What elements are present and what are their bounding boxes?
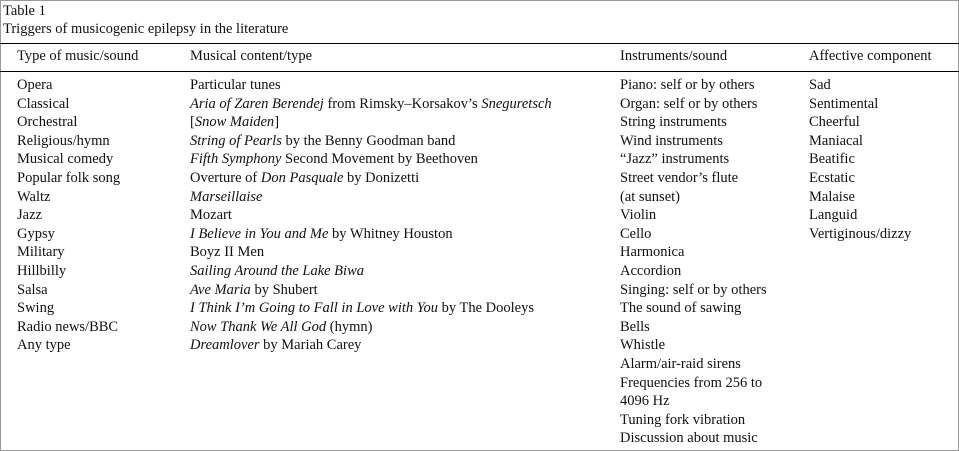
affect-cell: Beatific	[809, 151, 855, 168]
table-number: Table 1	[3, 3, 46, 19]
instrument-cell: Wind instruments	[620, 132, 723, 149]
musical-content-cell	[190, 281, 552, 300]
italic-title: Snow Maiden	[194, 114, 275, 131]
header-type: Type of music/sound	[17, 48, 139, 64]
content-text: Mozart	[190, 207, 232, 224]
instrument-cell: Harmonica	[620, 244, 685, 261]
content-text: by The Dooleys	[437, 300, 534, 317]
instrument-cell: 4096 Hz	[620, 393, 670, 410]
italic-title: I Believe in You and Me	[190, 225, 329, 242]
instrument-cell: The sound of sawing	[620, 300, 742, 317]
italic-title: Sneguretsch	[481, 95, 552, 112]
music-type-cell: Gypsy	[17, 225, 55, 242]
affect-cell: Ecstatic	[809, 169, 855, 186]
musical-content-cell	[190, 76, 552, 95]
music-type-cell: Religious/hymn	[17, 132, 110, 149]
musical-content-cell	[190, 188, 552, 207]
affect-cell: Vertiginous/dizzy	[809, 225, 912, 242]
instrument-cell: Accordion	[620, 262, 682, 279]
musical-content-cell	[190, 262, 552, 281]
content-text: Boyz II Men	[190, 244, 265, 261]
music-type-cell: Jazz	[17, 207, 42, 224]
instrument-cell: Piano: self or by others	[620, 77, 755, 93]
instrument-cell: Violin	[620, 207, 657, 224]
header-instruments: Instruments/sound	[620, 48, 728, 64]
italic-title: Dreamlover	[190, 337, 260, 354]
italic-title: Now Thank We All God	[190, 318, 327, 335]
music-type-cell: Waltz	[17, 188, 51, 205]
musical-content-cell	[190, 95, 552, 114]
table-top-rule	[0, 43, 959, 44]
music-type-cell: Hillbilly	[17, 262, 67, 279]
column-affect	[809, 76, 911, 243]
table-title: Triggers of musicogenic epilepsy in the literature	[3, 21, 289, 37]
italic-title: Marseillaise	[190, 188, 263, 205]
music-type-cell: Opera	[17, 77, 53, 93]
instrument-cell: Alarm/air-raid sirens	[620, 355, 741, 372]
instrument-cell: Whistle	[620, 337, 666, 354]
affect-cell: Malaise	[809, 188, 855, 205]
musical-content-cell	[190, 132, 552, 151]
header-rule	[0, 71, 959, 72]
italic-title: Sailing Around the Lake Biwa	[190, 262, 364, 279]
musical-content-cell	[190, 113, 552, 132]
italic-title: Aria of Zaren Berendej	[190, 95, 324, 112]
affect-cell: Languid	[809, 207, 858, 224]
italic-title: String of Pearls	[190, 132, 282, 149]
content-text: [	[190, 114, 195, 131]
music-type-cell: Military	[17, 244, 65, 261]
affect-cell: Maniacal	[809, 132, 863, 149]
content-text: Overture of	[190, 169, 261, 186]
music-type-cell: Swing	[17, 300, 55, 317]
italic-title: I Think I’m Going to Fall in Love with You	[190, 300, 438, 317]
music-type-cell: Salsa	[17, 281, 48, 298]
musical-content-cell	[190, 169, 552, 188]
content-text: by Donizetti	[343, 169, 420, 186]
instrument-cell: Discussion about music	[620, 430, 758, 447]
content-text: by the Benny Goodman band	[281, 132, 456, 149]
column-type	[17, 76, 120, 355]
content-text: Second Movement by Beethoven	[281, 151, 478, 168]
music-type-cell: Orchestral	[17, 114, 78, 131]
instrument-cell: Frequencies from 256 to	[620, 374, 763, 391]
affect-cell: Sentimental	[809, 95, 879, 112]
header-content: Musical content/type	[190, 48, 313, 64]
content-text: ]	[274, 114, 280, 131]
instrument-cell: Singing: self or by others	[620, 281, 767, 298]
musical-content-cell	[190, 225, 552, 244]
content-text: by Whitney Houston	[328, 225, 453, 242]
music-type-cell: Musical comedy	[17, 151, 114, 168]
header-affect: Affective component	[809, 48, 932, 64]
instrument-cell: Organ: self or by others	[620, 95, 758, 112]
content-text: by Shubert	[250, 281, 318, 298]
content-text: Particular tunes	[190, 77, 281, 93]
instrument-cell: Tuning fork vibration	[620, 411, 746, 428]
affect-cell: Cheerful	[809, 114, 860, 131]
instrument-cell: Street vendor’s flute	[620, 169, 739, 186]
column-instruments	[620, 76, 767, 448]
music-type-cell: Classical	[17, 95, 70, 112]
content-text: from Rimsky–Korsakov’s	[323, 95, 482, 112]
musical-content-cell	[190, 336, 552, 355]
italic-title: Fifth Symphony	[190, 151, 282, 168]
musical-content-cell	[190, 206, 552, 225]
column-content	[190, 76, 552, 355]
instrument-cell: Bells	[620, 318, 650, 335]
content-text: by Mariah Carey	[259, 337, 362, 354]
music-type-cell: Popular folk song	[17, 169, 121, 186]
italic-title: Ave Maria	[190, 281, 251, 298]
affect-cell: Sad	[809, 77, 831, 93]
instrument-cell: Cello	[620, 225, 652, 242]
music-type-cell: Any type	[17, 337, 71, 354]
instrument-cell: (at sunset)	[620, 188, 680, 205]
instrument-cell: String instruments	[620, 114, 727, 131]
musical-content-cell	[190, 243, 552, 262]
music-type-cell: Radio news/BBC	[17, 318, 119, 335]
musical-content-cell	[190, 150, 552, 169]
musical-content-cell	[190, 299, 552, 318]
musical-content-cell	[190, 318, 552, 337]
italic-title: Don Pasquale	[260, 169, 344, 186]
instrument-cell: “Jazz” instruments	[620, 151, 730, 168]
content-text: (hymn)	[326, 318, 373, 335]
